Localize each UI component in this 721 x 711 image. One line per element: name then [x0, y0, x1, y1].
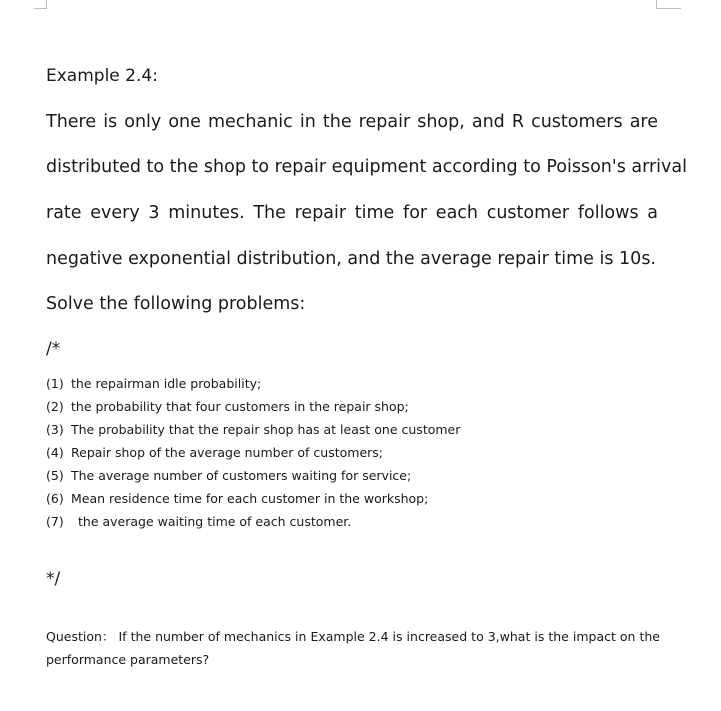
- problem-list: [46, 374, 460, 535]
- list-item-number: (3): [46, 422, 64, 437]
- paragraph-line-3: rate every 3 minutes. The repair time for each customer follows a: [46, 203, 658, 223]
- comment-open-marker: /*: [46, 339, 61, 359]
- paragraph-line-4: negative exponential distribution, and the average repair time is 10s.: [46, 249, 656, 269]
- list-item-text: Mean residence time for each customer in the workshop;: [71, 491, 429, 506]
- list-item-number: (1): [46, 376, 64, 391]
- list-item-number: (6): [46, 491, 64, 506]
- crop-mark-top-right: [656, 0, 681, 9]
- example-heading: Example 2.4:: [46, 66, 158, 86]
- list-item: [46, 512, 460, 535]
- list-item: [46, 489, 460, 512]
- list-item-text: The average number of customers waiting for service;: [71, 468, 412, 483]
- list-item: [46, 420, 460, 443]
- crop-mark-top-left: [34, 0, 47, 9]
- list-item: [46, 374, 460, 397]
- list-item-text: The probability that the repair shop has at least one customer: [71, 422, 461, 437]
- list-item-text: Repair shop of the average number of customers;: [71, 445, 384, 460]
- list-item-text: the probability that four customers in the repair shop;: [71, 399, 409, 414]
- list-item-number: (5): [46, 468, 64, 483]
- paragraph-line-1: There is only one mechanic in the repair shop, and R customers are: [46, 112, 658, 132]
- question-text: [46, 625, 660, 671]
- list-item: [46, 466, 460, 489]
- question-line-1: Question： If the number of mechanics in Example 2.4 is increased to 3,what is the impact on the: [46, 629, 660, 644]
- list-item-number: (7): [46, 514, 64, 529]
- comment-close-marker: */: [46, 569, 61, 589]
- list-item-number: (2): [46, 399, 64, 414]
- paragraph-line-2: distributed to the shop to repair equipment according to Poisson's arrival: [46, 157, 687, 177]
- list-item-text: the average waiting time of each customer.: [78, 514, 352, 529]
- question-line-2: performance parameters?: [46, 652, 210, 667]
- list-item-number: (4): [46, 445, 64, 460]
- list-item-text: the repairman idle probability;: [71, 376, 262, 391]
- list-item: [46, 443, 460, 466]
- instruction-text: Solve the following problems:: [46, 294, 306, 314]
- list-item: [46, 397, 460, 420]
